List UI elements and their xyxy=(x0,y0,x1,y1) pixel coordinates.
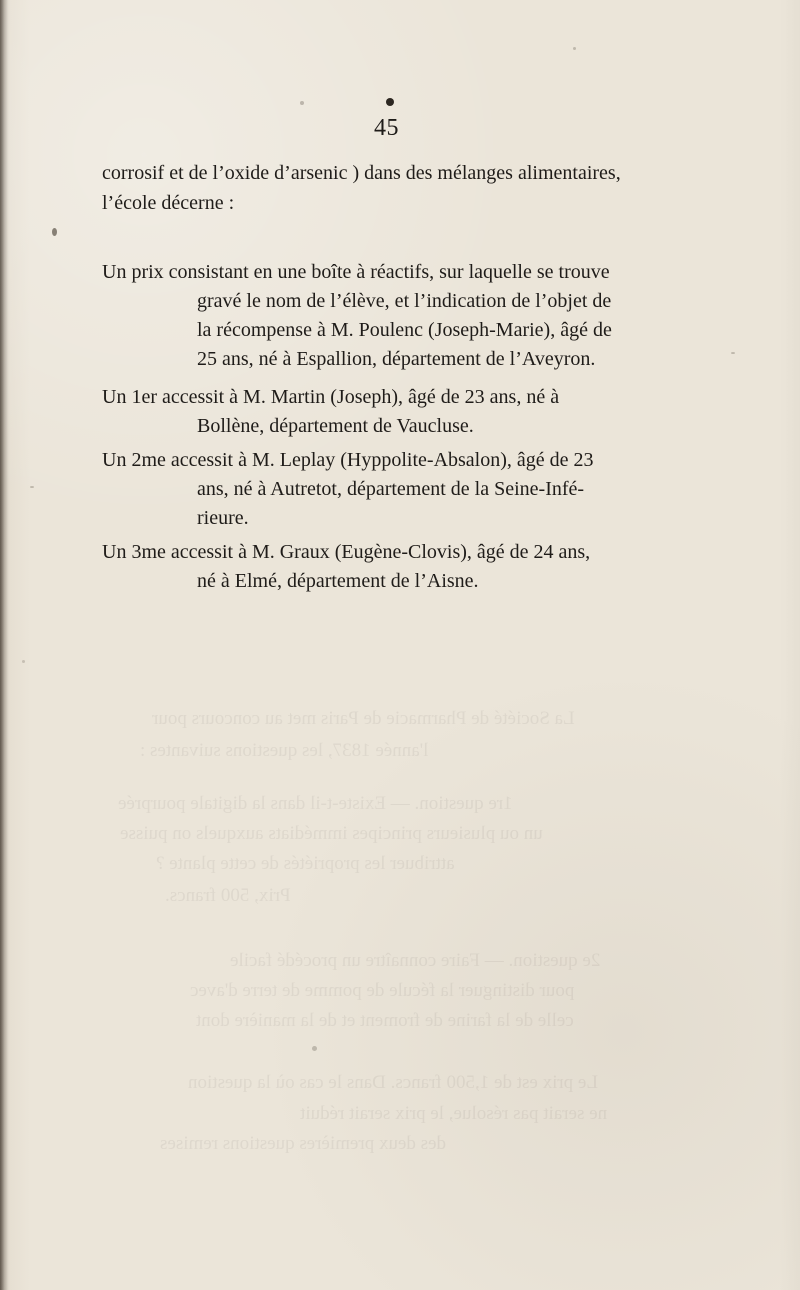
ink-speck xyxy=(30,486,34,488)
show-through-text: 2e question. — Faire connaître un procédé facile xyxy=(230,950,601,971)
binding-shadow xyxy=(0,0,8,1290)
ink-speck xyxy=(312,1046,317,1051)
show-through-text: un ou plusieurs principes immédiats auxquels on puisse xyxy=(120,823,543,844)
text-line: 25 ans, né à Espallion, département de l’Aveyron. xyxy=(197,348,596,370)
text-line: Bollène, département de Vaucluse. xyxy=(197,415,474,437)
text-line: Un 3me accessit à M. Graux (Eugène-Clovis), âgé de 24 ans, xyxy=(102,541,591,563)
show-through-text: 1re question. — Existe-t-il dans la digitale pourprée xyxy=(118,793,513,814)
show-through-text: celle de la farine de froment et de la manière dont xyxy=(196,1010,574,1031)
ink-speck xyxy=(52,228,57,236)
show-through-text: Prix, 500 francs. xyxy=(165,885,291,906)
text-line: rieure. xyxy=(197,507,249,529)
text-line: Un 2me accessit à M. Leplay (Hyppolite-Absalon), âgé de 23 xyxy=(102,449,594,471)
show-through-text: pour distinguer la fécule de pomme de terre d'avec xyxy=(190,980,575,1001)
ink-speck xyxy=(300,101,304,105)
show-through-text: Le prix est de 1,500 francs. Dans le cas où la question xyxy=(188,1072,598,1093)
page-number: 45 xyxy=(374,115,399,141)
text-line: né à Elmé, département de l’Aisne. xyxy=(197,570,479,592)
ink-speck xyxy=(22,660,25,663)
text-line: gravé le nom de l’élève, et l’indication de l’objet de xyxy=(197,290,612,312)
text-line: Un prix consistant en une boîte à réactifs, sur laquelle se trouve xyxy=(102,261,610,283)
show-through-text: des deux premières questions remises xyxy=(160,1133,446,1154)
text-line: l’école décerne : xyxy=(102,192,235,214)
show-through-text: l'année 1837, les questions suivantes : xyxy=(140,740,429,761)
text-line: corrosif et de l’oxide d’arsenic ) dans des mélanges alimentaires, xyxy=(102,162,621,184)
ink-speck xyxy=(573,47,576,50)
text-line: ans, né à Autretot, département de la Seine-Infé- xyxy=(197,478,585,500)
ink-speck xyxy=(731,352,735,354)
text-line: la récompense à M. Poulenc (Joseph-Marie), âgé de xyxy=(197,319,612,341)
show-through-text: attribuer les propriétés de cette plante ? xyxy=(156,853,455,874)
ornament-mark xyxy=(386,98,394,106)
text-line: Un 1er accessit à M. Martin (Joseph), âgé de 23 ans, né à xyxy=(102,386,560,408)
show-through-text: ne serait pas résolue, le prix serait réduit xyxy=(300,1103,608,1124)
show-through-text: La Société de Pharmacie de Paris met au concours pour xyxy=(152,708,575,729)
